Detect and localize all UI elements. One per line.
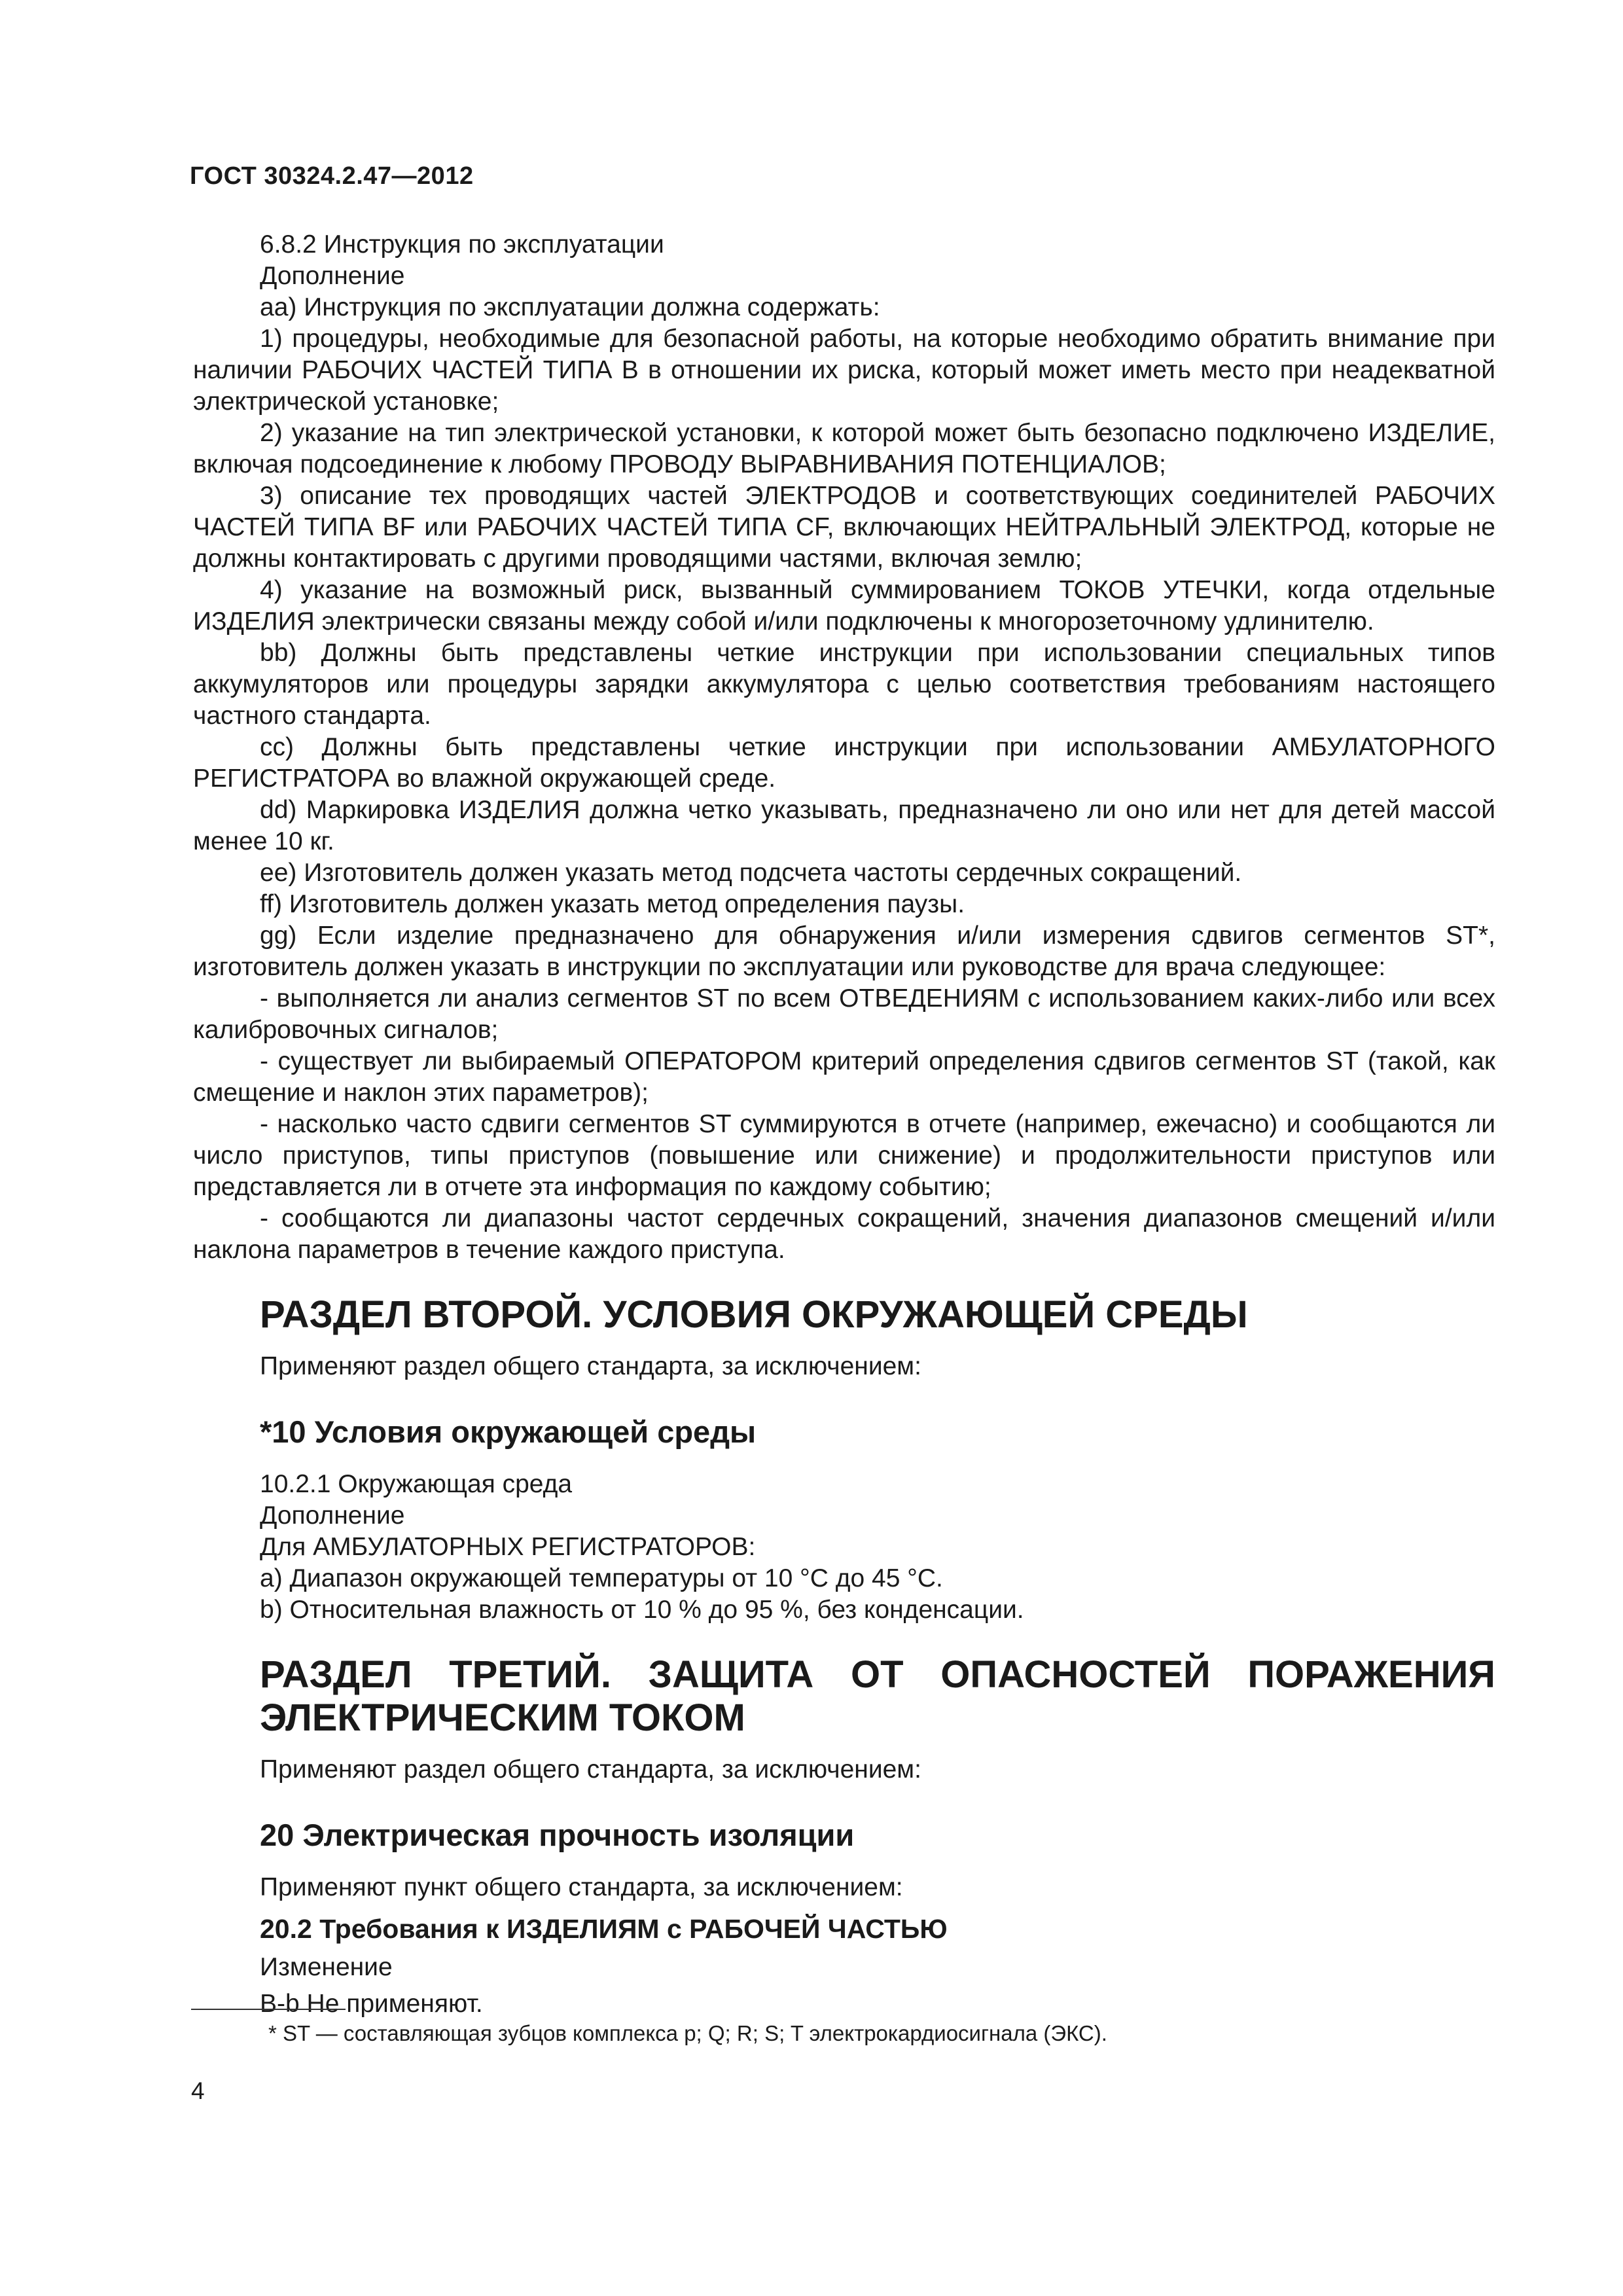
clause-10-2-1: 10.2.1 Окружающая среда xyxy=(260,1470,573,1498)
clause-6-8-2-title: 6.8.2 Инструкция по эксплуатации xyxy=(260,230,664,259)
paragraph: cc) Должны быть представлены четкие инструкции при использовании АМБУЛАТОРНОГО РЕГИСТРАТОРА во влажной окружающей среде. xyxy=(193,733,1495,793)
part-three-apply: Применяют раздел общего стандарта, за исключением: xyxy=(260,1755,921,1784)
clause-10-title: *10 Условия окружающей среды xyxy=(260,1414,757,1449)
ambulatory-recorders-label: Для АМБУЛАТОРНЫХ РЕГИСТРАТОРОВ: xyxy=(260,1533,756,1561)
paragraph: - существует ли выбираемый ОПЕРАТОРОМ критерий определения сдвигов сегментов ST (такой, как смещение и наклон этих параметров); xyxy=(193,1047,1495,1107)
addition-label: Дополнение xyxy=(260,1501,405,1530)
paragraph: - насколько часто сдвиги сегментов ST суммируются в отчете (например, ежечасно) и сообщаются ли число приступов, типы приступов (повышение или снижение) и продолжительности приступов или представляется ли в отчете эта информация по каждому событию; xyxy=(193,1110,1495,1201)
paragraph: bb) Должны быть представлены четкие инструкции при использовании специальных типов аккумуляторов или процедуры зарядки аккумулятора с целью соответствия требованиям настоящего частного стандарта. xyxy=(193,639,1495,730)
paragraph: dd) Маркировка ИЗДЕЛИЯ должна четко указывать, предназначено ли оно или нет для детей массой менее 10 кг. xyxy=(193,796,1495,855)
part-two-title: РАЗДЕЛ ВТОРОЙ. УСЛОВИЯ ОКРУЖАЮЩЕЙ СРЕДЫ xyxy=(260,1293,1248,1336)
footnote: * ST — составляющая зубцов комплекса p; Q; R; S; T электрокардиосигнала (ЭКС). xyxy=(268,2021,1107,2045)
addition-label: Дополнение xyxy=(260,262,405,290)
not-applied: B-b Не применяют. xyxy=(260,1990,483,2018)
footnote-divider xyxy=(191,2009,346,2010)
part-three-title: РАЗДЕЛ ТРЕТИЙ. ЗАЩИТА ОТ ОПАСНОСТЕЙ ПОРАЖЕНИЯ ЭЛЕКТРИЧЕСКИМ ТОКОМ xyxy=(260,1653,1495,1739)
paragraph: 2) указание на тип электрической установки, к которой может быть безопасно подключено ИЗДЕЛИЕ, включая подсоединение к любому ПРОВОДУ ВЫРАВНИВАНИЯ ПОТЕНЦИАЛОВ; xyxy=(193,419,1495,478)
paragraph: 4) указание на возможный риск, вызванный суммированием ТОКОВ УТЕЧКИ, когда отдельные ИЗДЕЛИЯ электрически связаны между собой и/или подключены к многорозеточному удлинителю. xyxy=(193,576,1495,636)
item-aa: аа) Инструкция по эксплуатации должна содержать: xyxy=(260,293,880,321)
page-number: 4 xyxy=(191,2077,205,2104)
paragraph: 3) описание тех проводящих частей ЭЛЕКТРОДОВ и соответствующих соединителей РАБОЧИХ ЧАСТЕЙ ТИПА BF или РАБОЧИХ ЧАСТЕЙ ТИПА CF, включающих НЕЙТРАЛЬНЫЙ ЭЛЕКТРОД, которые не должны контактировать с другими проводящими частями, включая землю; xyxy=(193,482,1495,573)
page-content xyxy=(193,229,1495,2020)
paragraph: gg) Если изделие предназначено для обнаружения и/или измерения сдвигов сегментов ST*, изготовитель должен указать в инструкции по эксплуатации или руководстве для врача следующее: xyxy=(193,922,1495,981)
document-header: ГОСТ 30324.2.47—2012 xyxy=(190,162,474,190)
temperature-range: a) Диапазон окружающей температуры от 10 °C до 45 °C. xyxy=(260,1564,943,1592)
paragraph: ff) Изготовитель должен указать метод определения паузы. xyxy=(260,890,965,918)
change-label: Изменение xyxy=(260,1953,393,1981)
paragraph: - выполняется ли анализ сегментов ST по всем ОТВЕДЕНИЯМ с использованием каких-либо или всех калибровочных сигналов; xyxy=(193,984,1495,1044)
part-two-apply: Применяют раздел общего стандарта, за исключением: xyxy=(260,1352,921,1380)
clause-20-apply: Применяют пункт общего стандарта, за исключением: xyxy=(260,1873,903,1901)
humidity-range: b) Относительная влажность от 10 % до 95 %, без конденсации. xyxy=(260,1596,1024,1624)
clause-20-title: 20 Электрическая прочность изоляции xyxy=(260,1818,855,1852)
paragraph: ee) Изготовитель должен указать метод подсчета частоты сердечных сокращений. xyxy=(260,859,1242,887)
paragraph: 1) процедуры, необходимые для безопасной работы, на которые необходимо обратить внимание при наличии РАБОЧИХ ЧАСТЕЙ ТИПА В в отношении их риска, который может иметь место при неадекватной электрической установке; xyxy=(193,325,1495,416)
clause-20-2-title: 20.2 Требования к ИЗДЕЛИЯМ с РАБОЧЕЙ ЧАСТЬЮ xyxy=(260,1914,948,1944)
paragraph: - сообщаются ли диапазоны частот сердечных сокращений, значения диапазонов смещений и/или наклона параметров в течение каждого приступа. xyxy=(193,1204,1495,1264)
